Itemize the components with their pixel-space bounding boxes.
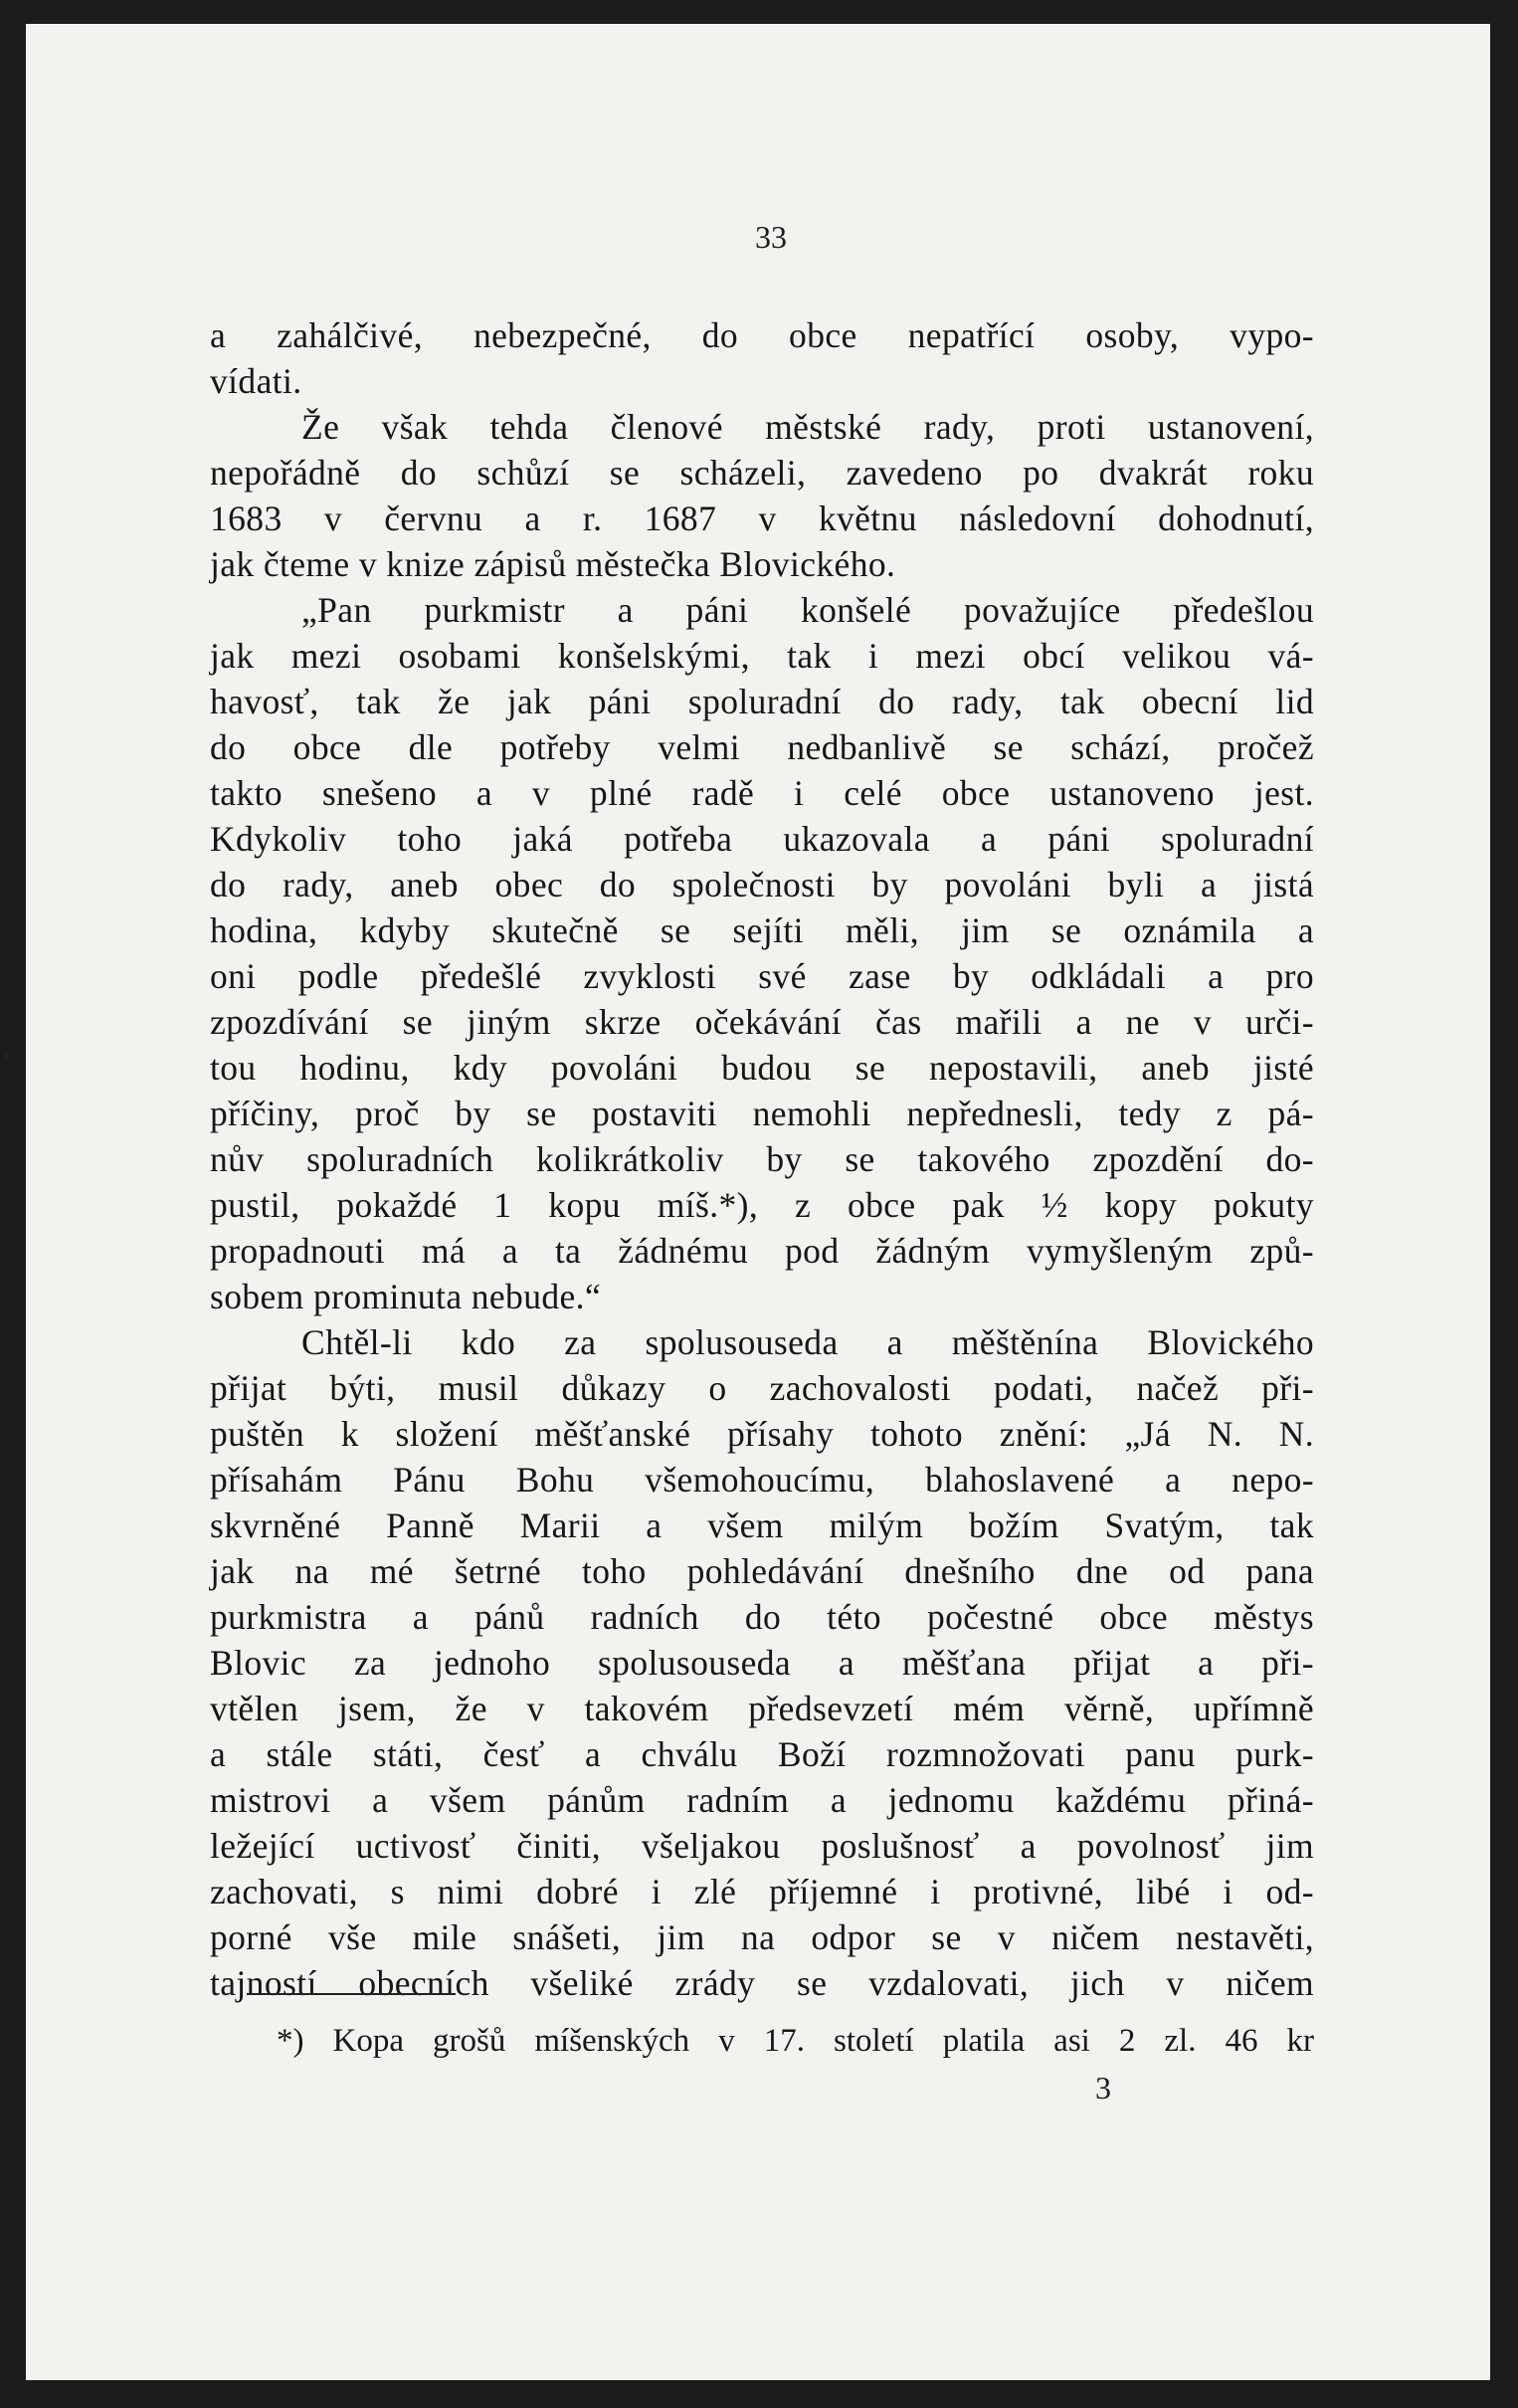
text-line: do rady, aneb obec do společnosti by povoláni byli a jistá [210, 865, 1314, 904]
text-line: 1683 v červnu a r. 1687 v květnu následovní dohodnutí, [210, 499, 1314, 538]
text-line: tajností obecních všeliké zrády se vzdalovati, jich v ničem [210, 1963, 1314, 2003]
footnote: *) Kopa grošů míšenských v 17. století platila asi 2 zl. 46 kr [277, 2023, 1314, 2059]
text-line: vtělen jsem, že v takovém předsevzetí mém věrně, upřímně [210, 1689, 1314, 1728]
page-number: 33 [755, 219, 787, 255]
text-line: oni podle předešlé zvyklosti své zase by odkládali a pro [210, 956, 1314, 996]
text-line: a stále státi, česť a chválu Boží rozmnožovati panu purk- [210, 1734, 1314, 1774]
text-line: vídati. [210, 361, 302, 401]
text-line: jak mezi osobami konšelskými, tak i mezi obcí velikou vá- [210, 636, 1314, 676]
text-line: Kdykoliv toho jaká potřeba ukazovala a páni spoluradní [210, 819, 1314, 859]
text-line: pustil, pokaždé 1 kopu míš.*), z obce pak ½ kopy pokuty [210, 1185, 1314, 1225]
signature-mark: 3 [1095, 2070, 1111, 2106]
text-line: sobem prominuta nebude.“ [210, 1277, 602, 1316]
text-line: ležející uctivosť činiti, všeljakou poslušnosť a povolnosť jim [210, 1826, 1314, 1866]
text-line: jak na mé šetrné toho pohledávání dnešního dne od pana [210, 1551, 1314, 1591]
text-line: zpozdívání se jiným skrze očekávání čas mařili a ne v urči- [210, 1002, 1314, 1042]
text-line: Že však tehda členové městské rady, proti ustanovení, [301, 407, 1314, 447]
text-line: skvrněné Panně Marii a všem milým božím Svatým, tak [210, 1505, 1314, 1545]
book-page [26, 24, 1490, 2380]
text-line: hodina, kdyby skutečně se sejíti měli, jim se oznámila a [210, 910, 1314, 950]
margin-dot [4, 1053, 10, 1059]
text-line: purkmistra a pánů radních do této počestné obce městys [210, 1597, 1314, 1637]
body-text [210, 312, 1314, 2006]
text-line: příčiny, proč by se postaviti nemohli nepřednesli, tedy z pá- [210, 1094, 1314, 1133]
text-line: přísahám Pánu Bohu všemohoucímu, blahoslavené a nepo- [210, 1460, 1314, 1500]
text-line: tou hodinu, kdy povoláni budou se nepostavili, aneb jisté [210, 1048, 1314, 1088]
text-line: propadnouti má a ta žádnému pod žádným vymyšleným způ- [210, 1231, 1314, 1271]
footnote-divider [247, 1993, 456, 1995]
text-line: Blovic za jednoho spolusouseda a měšťana přijat a při- [210, 1643, 1314, 1683]
text-line: nův spoluradních kolikrátkoliv by se takového zpozdění do- [210, 1139, 1314, 1179]
text-line: nepořádně do schůzí se scházeli, zavedeno po dvakrát roku [210, 453, 1314, 493]
text-line: takto snešeno a v plné radě i celé obce ustanoveno jest. [210, 773, 1314, 813]
text-line: zachovati, s nimi dobré i zlé příjemné i protivné, libé i od- [210, 1872, 1314, 1911]
text-line: a zahálčivé, nebezpečné, do obce nepatřící osoby, vypo- [210, 315, 1314, 355]
text-line: puštěn k složení měšťanské přísahy tohoto znění: „Já N. N. [210, 1414, 1314, 1454]
text-line: do obce dle potřeby velmi nedbanlivě se schází, pročež [210, 727, 1314, 767]
text-line: jak čteme v knize zápisů městečka Blovického. [210, 544, 896, 584]
text-line: havosť, tak že jak páni spoluradní do rady, tak obecní lid [210, 682, 1314, 721]
text-line: „Pan purkmistr a páni konšelé považujíce předešlou [301, 590, 1314, 630]
text-line: mistrovi a všem pánům radním a jednomu každému přiná- [210, 1780, 1314, 1820]
text-line: přijat býti, musil důkazy o zachovalosti podati, načež při- [210, 1368, 1314, 1408]
text-line: porné vše mile snášeti, jim na odpor se v ničem nestavěti, [210, 1917, 1314, 1957]
text-line: Chtěl-li kdo za spolusouseda a měštěnína Blovického [301, 1322, 1314, 1362]
